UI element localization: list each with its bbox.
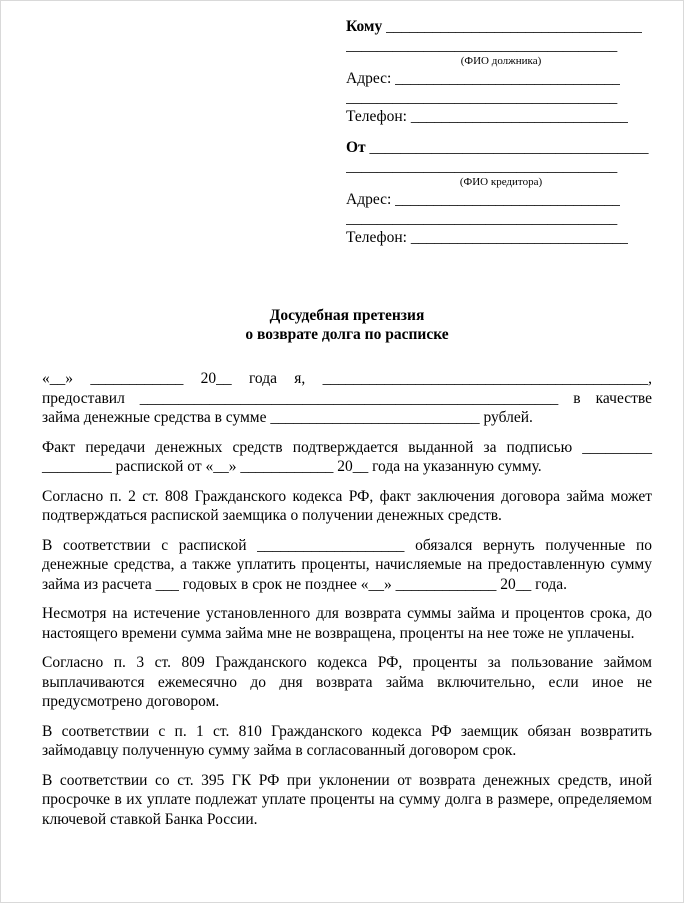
from-line — [346, 138, 656, 157]
from-address-blank: _____________________________ — [391, 191, 620, 208]
from-blank: ____________________________________ — [365, 139, 649, 156]
to-address-line — [346, 69, 656, 88]
from-address-blank-2: ___________________________________ — [346, 210, 618, 227]
document-title — [42, 306, 652, 344]
creditor-caption: (ФИО кредитора) — [459, 176, 543, 188]
to-blank-2: ___________________________________ — [346, 37, 618, 54]
from-phone-label: Телефон: — [346, 229, 407, 246]
from-address-line — [346, 190, 656, 209]
from-phone-blank: ____________________________ — [406, 229, 628, 246]
paragraph-2: Факт передачи денежных средств подтверждается выданной за подписью _________ _________ распиской от «__» ____________ 20__ года на указанную сумму. — [42, 438, 652, 475]
from-phone-line — [346, 228, 656, 247]
paragraph-8: В соответствии со ст. 395 ГК РФ при уклонении от возврата денежных средств, иной просрочке в их уплате подлежат уплате проценты на сумму долга в размере, определяемом ключевой ставкой Банка России. — [42, 771, 652, 828]
paragraph-6: Согласно п. 3 ст. 809 Гражданского кодекса РФ, проценты за пользование займом выплачиваются ежемесячно до дня возврата займа включительно, если иное не предусмотрено договором. — [42, 654, 652, 710]
title-line-1: Досудебная претензия — [269, 307, 425, 324]
paragraph-1: «__» ____________ 20__ года я, __________________________________________, предоставил ______________________________________________________ в качестве займа денежные средства в сумме ___________________________ рублей. — [42, 370, 652, 426]
from-blank-2: ___________________________________ — [346, 158, 618, 175]
paragraph-7: В соответствии с п. 1 ст. 810 Гражданского кодекса РФ заемщик обязан возвратить займодавцу полученную сумму займа в согласованный договором срок. — [42, 722, 652, 759]
title-line-2: о возврате долга по расписке — [245, 326, 449, 343]
paragraph-4: В соответствии с распиской ___________________ обязался вернуть полученные по денежные средства, а также уплатить проценты, начисляемые на предоставленную сумму займа из расчета ___ годовых в срок не позднее «__» _____________ 20__ года. — [42, 536, 652, 593]
paragraph-3: Согласно п. 2 ст. 808 Гражданского кодекса РФ, факт заключения договора займа может подтверждаться распиской заемщика о получении денежных средств. — [42, 487, 652, 524]
to-address-blank-2: ___________________________________ — [346, 89, 618, 106]
document-body — [42, 369, 652, 839]
to-address-label: Адрес: — [346, 70, 392, 87]
to-phone-line — [346, 107, 656, 126]
from-label: От — [346, 139, 366, 156]
debtor-caption: (ФИО должника) — [460, 55, 542, 67]
paragraph-5: Несмотря на истечение установленного для возврата суммы займа и процентов срока, до настоящего времени сумма займа мне не возвращена, проценты на нее тоже не уплачены. — [42, 605, 652, 642]
to-phone-blank: ____________________________ — [406, 108, 628, 125]
to-line — [346, 17, 656, 36]
to-address-blank: _____________________________ — [391, 70, 620, 87]
to-blank: _________________________________ — [382, 18, 642, 35]
from-address-label: Адрес: — [346, 191, 392, 208]
addressee-block — [346, 17, 656, 247]
to-phone-label: Телефон: — [346, 108, 407, 125]
to-label: Кому — [346, 18, 383, 35]
